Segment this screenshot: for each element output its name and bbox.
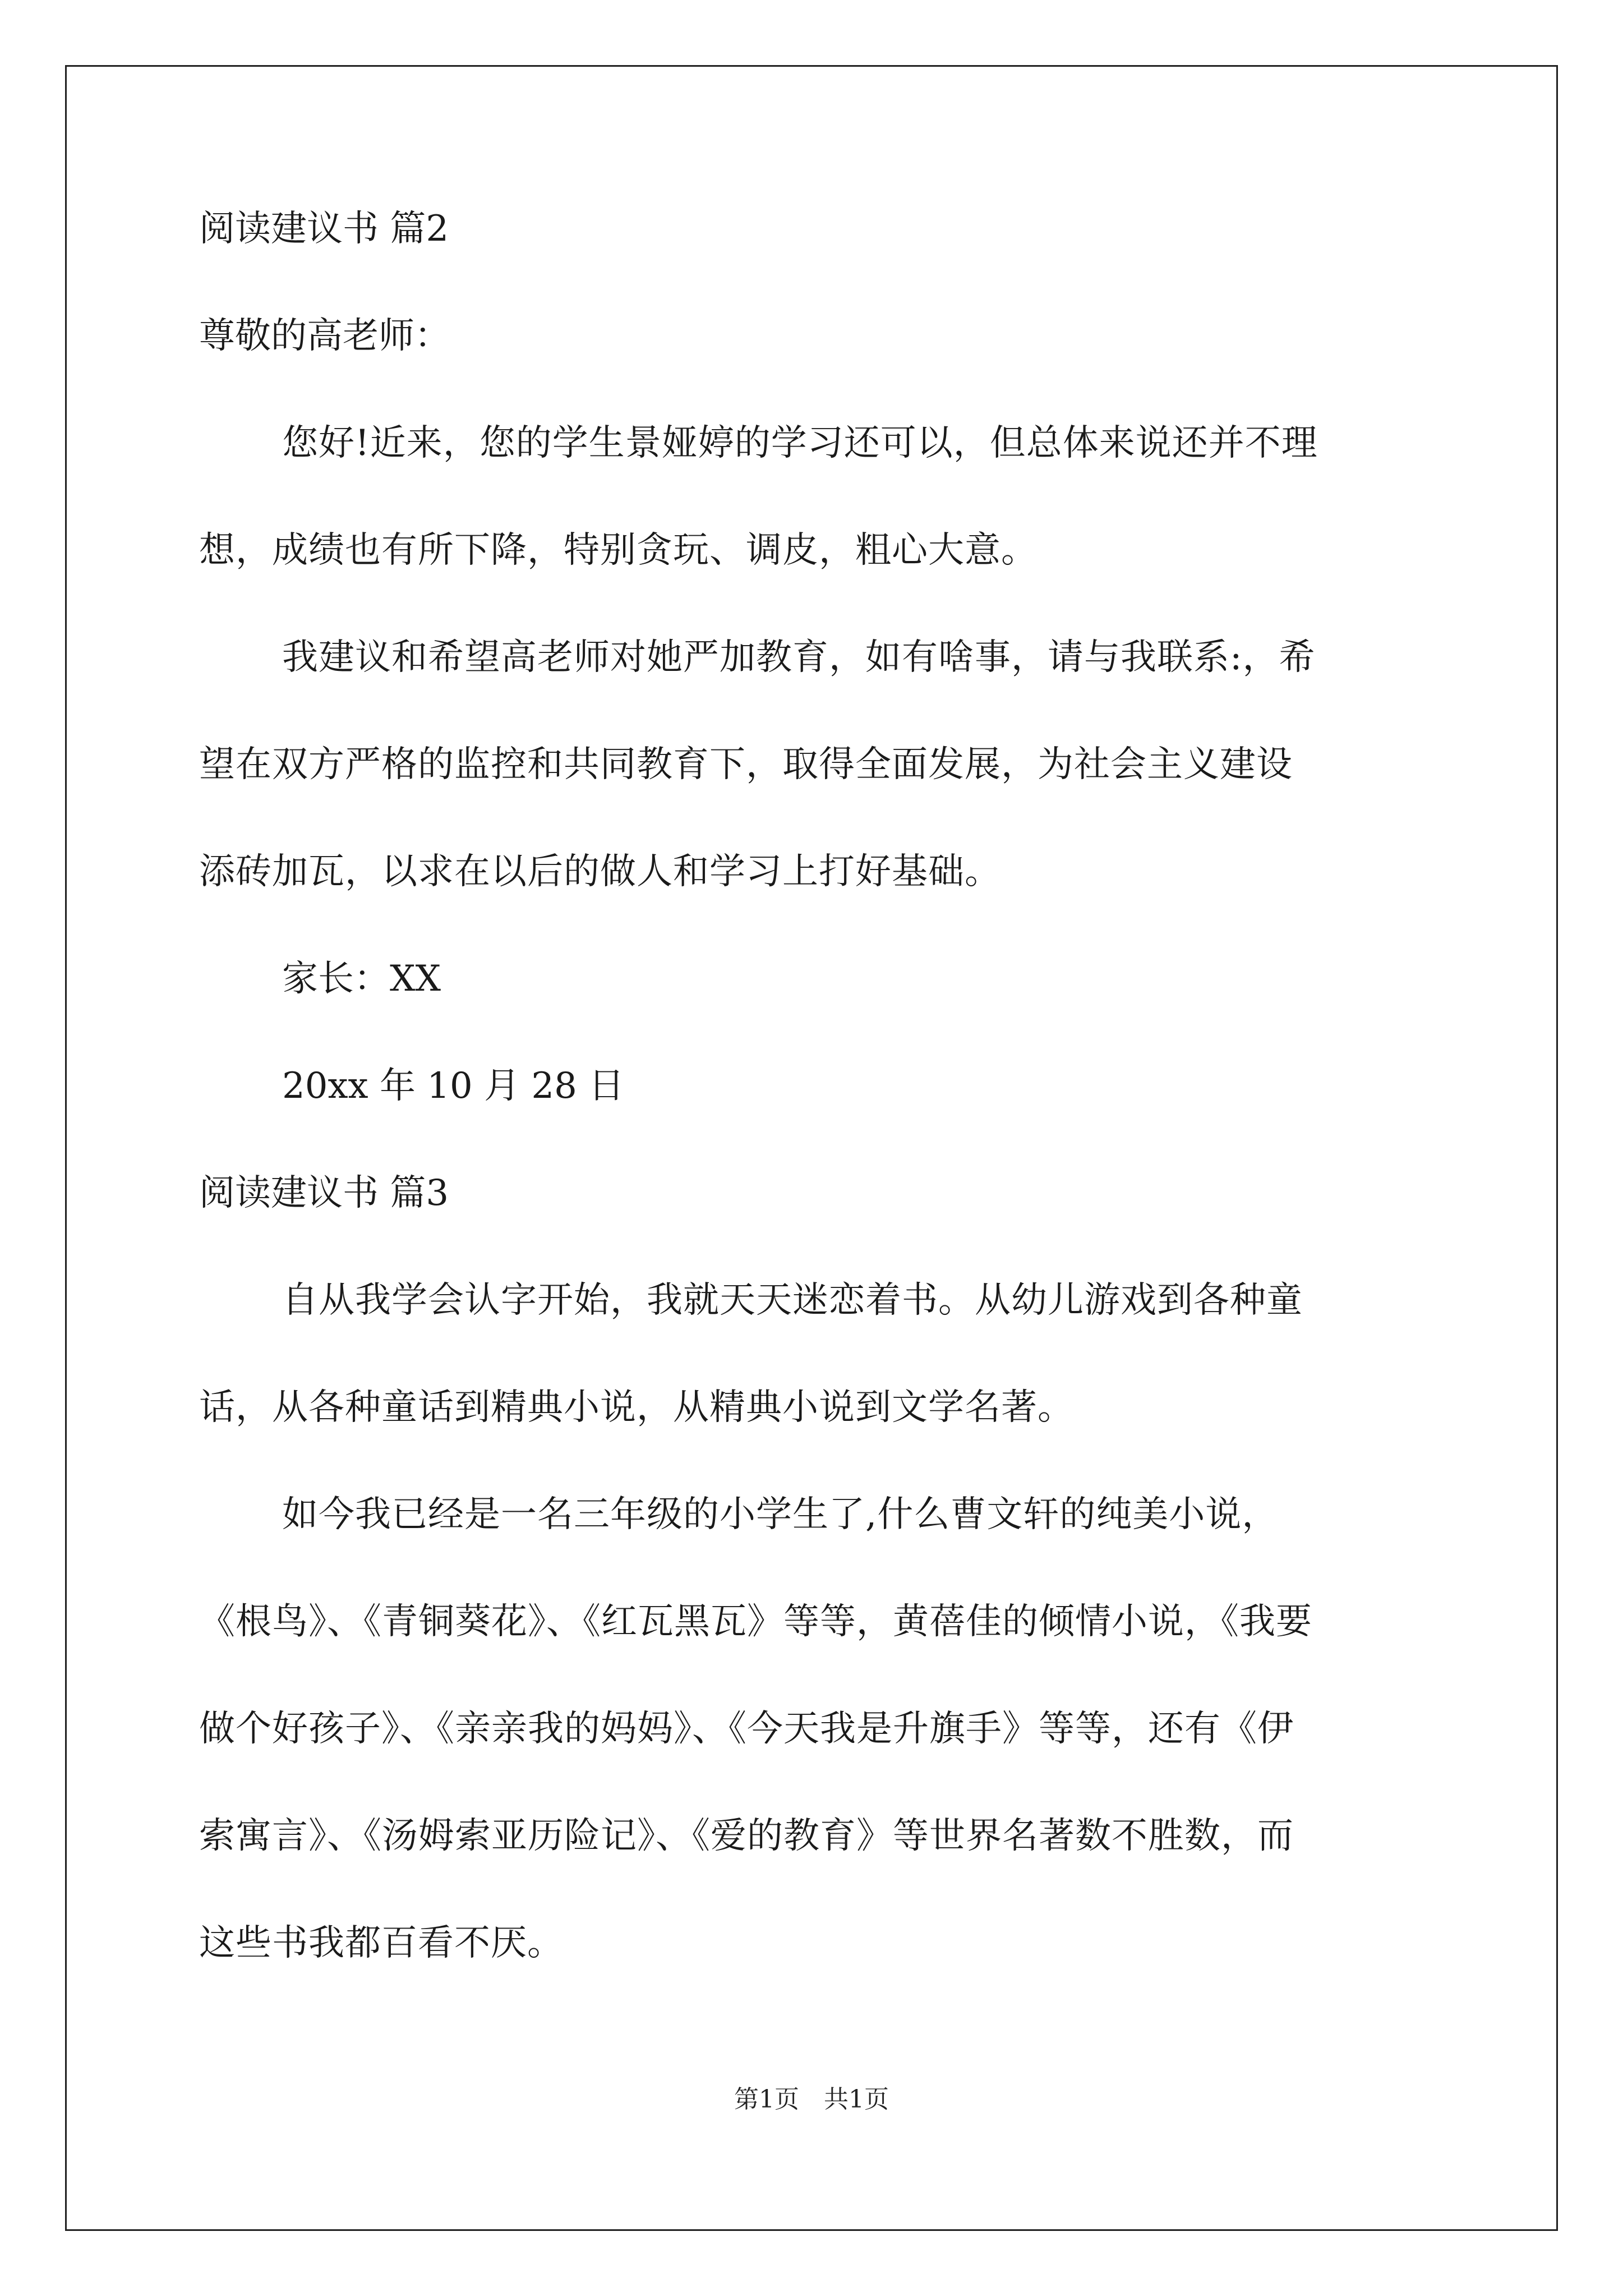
paragraph-line: 您好!近来，您的学生景娅婷的学习还可以，但总体来说还并不理	[282, 422, 1318, 464]
paragraph	[199, 631, 1430, 899]
salutation: 尊敬的高老师：	[199, 315, 450, 357]
paragraph-line: 这些书我都百看不厌。	[199, 1922, 564, 1964]
paragraph-line: 望在双方严格的监控和共同教育下，取得全面发展，为社会主义建设	[199, 744, 1293, 785]
paragraph-line: 如今我已经是一名三年级的小学生了,什么曹文轩的纯美小说，	[282, 1494, 1279, 1535]
paragraph-line: 自从我学会认字开始，我就天天迷恋着书。从幼儿游戏到各种童	[282, 1280, 1303, 1321]
paragraph	[199, 1273, 1430, 1434]
paragraph	[199, 1488, 1430, 1970]
document-body	[199, 202, 1430, 2023]
paragraph-line: 添砖加瓦，以求在以后的做人和学习上打好基础。	[199, 851, 1001, 892]
paragraph-line: 索寓言》、《汤姆索亚历险记》、《爱的教育》等世界名著数不胜数，而	[199, 1815, 1294, 1857]
paragraph-line: 做个好孩子》、《亲亲我的妈妈》、《今天我是升旗手》等等，还有《伊	[199, 1708, 1294, 1750]
section-heading: 阅读建议书 篇2	[199, 208, 449, 250]
signature: 家长：XX	[282, 958, 441, 1000]
paragraph-line: 我建议和希望高老师对她严加教育，如有啥事，请与我联系:，希	[282, 637, 1316, 678]
page-footer: 第1页 共1页	[734, 2085, 889, 2114]
paragraph-line: 《根鸟》、《青铜葵花》、《红瓦黑瓦》等等，黄蓓佳的倾情小说，《我要	[199, 1601, 1312, 1642]
letter-date: 20xx 年 10 月 28 日	[282, 1065, 625, 1107]
paragraph	[199, 416, 1430, 577]
section-heading: 阅读建议书 篇3	[199, 1172, 449, 1214]
paragraph-line: 话，从各种童话到精典小说，从精典小说到文学名著。	[199, 1387, 1074, 1428]
paragraph-line: 想，成绩也有所下降，特别贪玩、调皮，粗心大意。	[199, 530, 1038, 571]
